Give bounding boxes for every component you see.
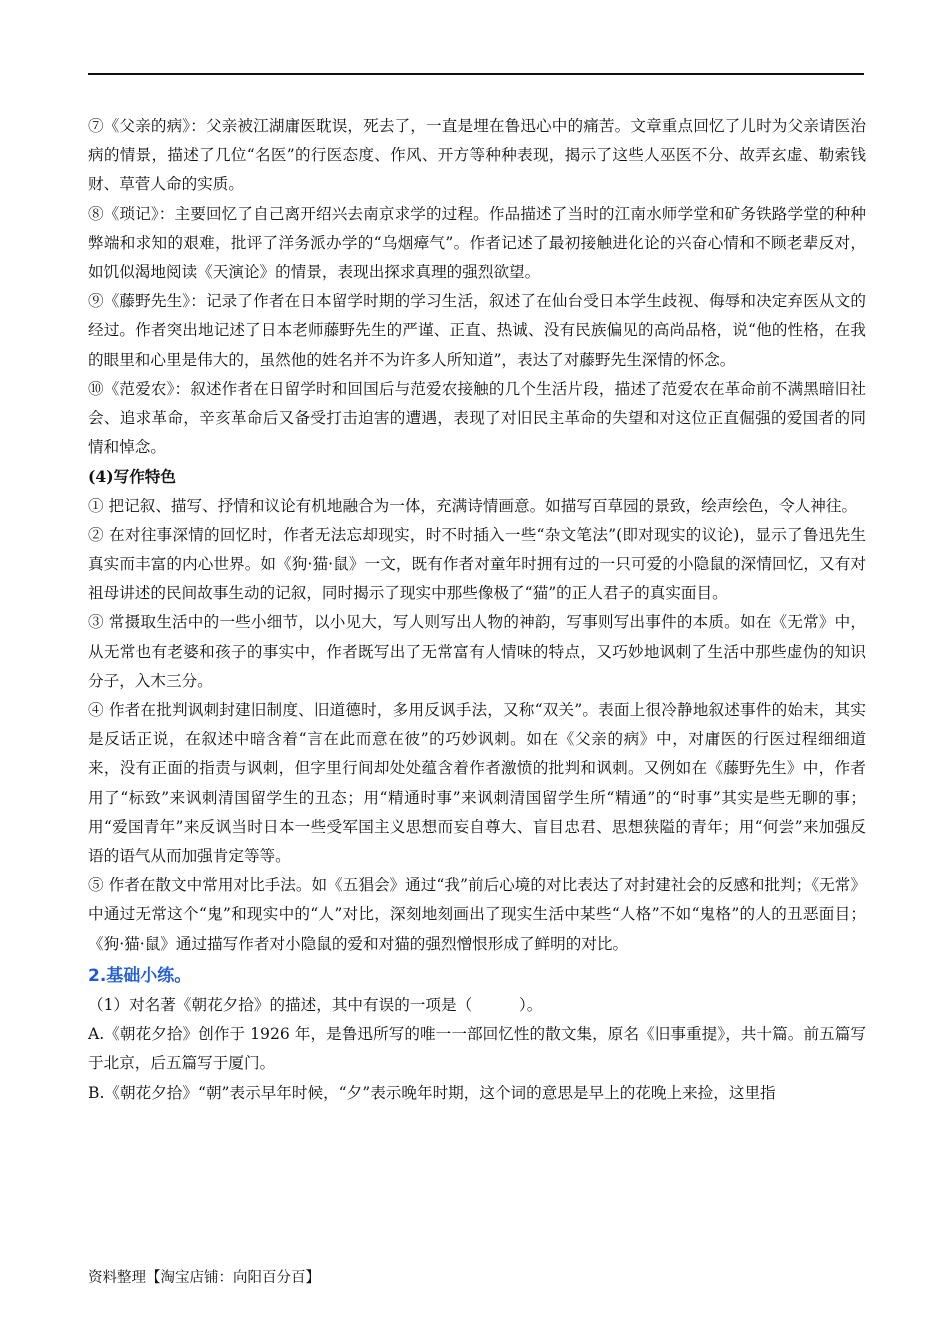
writing-features-heading: (4)写作特色: [88, 467, 176, 487]
summary-paragraph: ⑩《范爱农》：叙述作者在日留学时和回国后与范爱农接触的几个生活片段，描述了范爱农在革命前不满黑暗旧社会、追求革命，辛亥革命后又备受打击迫害的遭遇，表现了对旧民主革命的失望和对这位正直倔强的爱国者的同情和悼念。: [88, 379, 866, 457]
header-rule: [88, 73, 864, 75]
practice-question: （1）对名著《朝花夕拾》的描述，其中有误的一项是（ ）。: [88, 995, 543, 1014]
summary-paragraph: ⑨《藤野先生》：记录了作者在日本留学时期的学习生活，叙述了在仙台受日本学生歧视、侮辱和决定弃医从文的经过。作者突出地记述了日本老师藤野先生的严谨、正直、热诚、没有民族偏见的高尚品格，说“他的性格，在我的眼里和心里是伟大的，虽然他的姓名并不为许多人所知道”，表达了对藤野先生深情的怀念。: [88, 292, 866, 369]
feature-paragraph: ⑤ 作者在散文中常用对比手法。如《五猖会》通过“我”前后心境的对比表达了对封建社会的反感和批判；《无常》中通过无常这个“鬼”和现实中的“人”对比，深刻地刻画出了现实生活中某些“人格”不如“鬼格”的人的丑恶面目；《狗·猫·鼠》通过描写作者对小隐鼠的爱和对猫的强烈憎恨形成了鲜明的对比。: [88, 876, 866, 953]
summary-paragraph: ⑧《琐记》：主要回忆了自己离开绍兴去南京求学的过程。作品描述了当时的江南水师学堂和矿务铁路学堂的种种弊端和求知的艰难，批评了洋务派办学的“乌烟瘴气”。作者记述了最初接触进化论的兴奋心情和不顾老辈反对，如饥似渴地阅读《天演论》的情景，表现出探求真理的强烈欲望。: [88, 204, 866, 282]
document-body: [88, 112, 866, 1108]
summary-paragraph: ⑦《父亲的病》：父亲被江湖庸医耽误，死去了，一直是埋在鲁迅心中的痛苦。文章重点回忆了儿时为父亲请医治病的情景，描述了几位“名医”的行医态度、作风、开方等种种表现，揭示了这些人巫医不分、故弄玄虚、勒索钱财、草菅人命的实质。: [88, 117, 866, 194]
practice-option: A.《朝花夕拾》创作于 1926 年，是鲁迅所写的唯一一部回忆性的散文集，原名《旧事重提》，共十篇。前五篇写于北京，后五篇写于厦门。: [88, 1025, 866, 1073]
feature-paragraph: ② 在对往事深情的回忆时，作者无法忘却现实，时不时插入一些“杂文笔法”(即对现实的议论)，显示了鲁迅先生真实而丰富的内心世界。如《狗·猫·鼠》一文，既有作者对童年时拥有过的一只可爱的小隐鼠的深情回忆，又有对祖母讲述的民间故事生动的记叙，同时揭示了现实中那些像极了“猫”的正人君子的真实面目。: [88, 525, 866, 603]
feature-paragraph: ④ 作者在批判讽刺封建旧制度、旧道德时，多用反讽手法，又称“双关”。表面上很冷静地叙述事件的始末，其实是反话正说，在叙述中暗含着“言在此而意在彼”的巧妙讽刺。如在《父亲的病》中，对庸医的行医过程细细道来，没有正面的指责与讽刺，但字里行间却处处蕴含着作者激愤的批判和讽刺。又例如在《藤野先生》中，作者用了“标致”来讽刺清国留学生的丑态；用“精通时事”来讽刺清国留学生所“精通”的“时事”其实是些无聊的事；用“爱国青年”来反讽当时日本一些受军国主义思想而妄自尊大、盲目忠君、思想狭隘的青年；用“何尝”来加强反语的语气从而加强肯定等等。: [88, 701, 866, 866]
feature-paragraph: ③ 常摄取生活中的一些小细节，以小见大，写人则写出人物的神韵，写事则写出事件的本质。如在《无常》中，从无常也有老婆和孩子的事实中，作者既写出了无常富有人情味的特点，又巧妙地讽刺了生活中那些虚伪的知识分子，入木三分。: [88, 613, 866, 690]
page-footer: 资料整理【淘宝店铺：向阳百分百】: [88, 1270, 320, 1286]
practice-option: B.《朝花夕拾》“朝”表示早年时候，“夕”表示晚年时期，这个词的意思是早上的花晚上来捡，这里指: [88, 1083, 776, 1102]
practice-heading: 2.基础小练。: [88, 965, 192, 986]
feature-paragraph: ① 把记叙、描写、抒情和议论有机地融合为一体，充满诗情画意。如描写百草园的景致，绘声绘色，令人神往。: [88, 496, 858, 515]
